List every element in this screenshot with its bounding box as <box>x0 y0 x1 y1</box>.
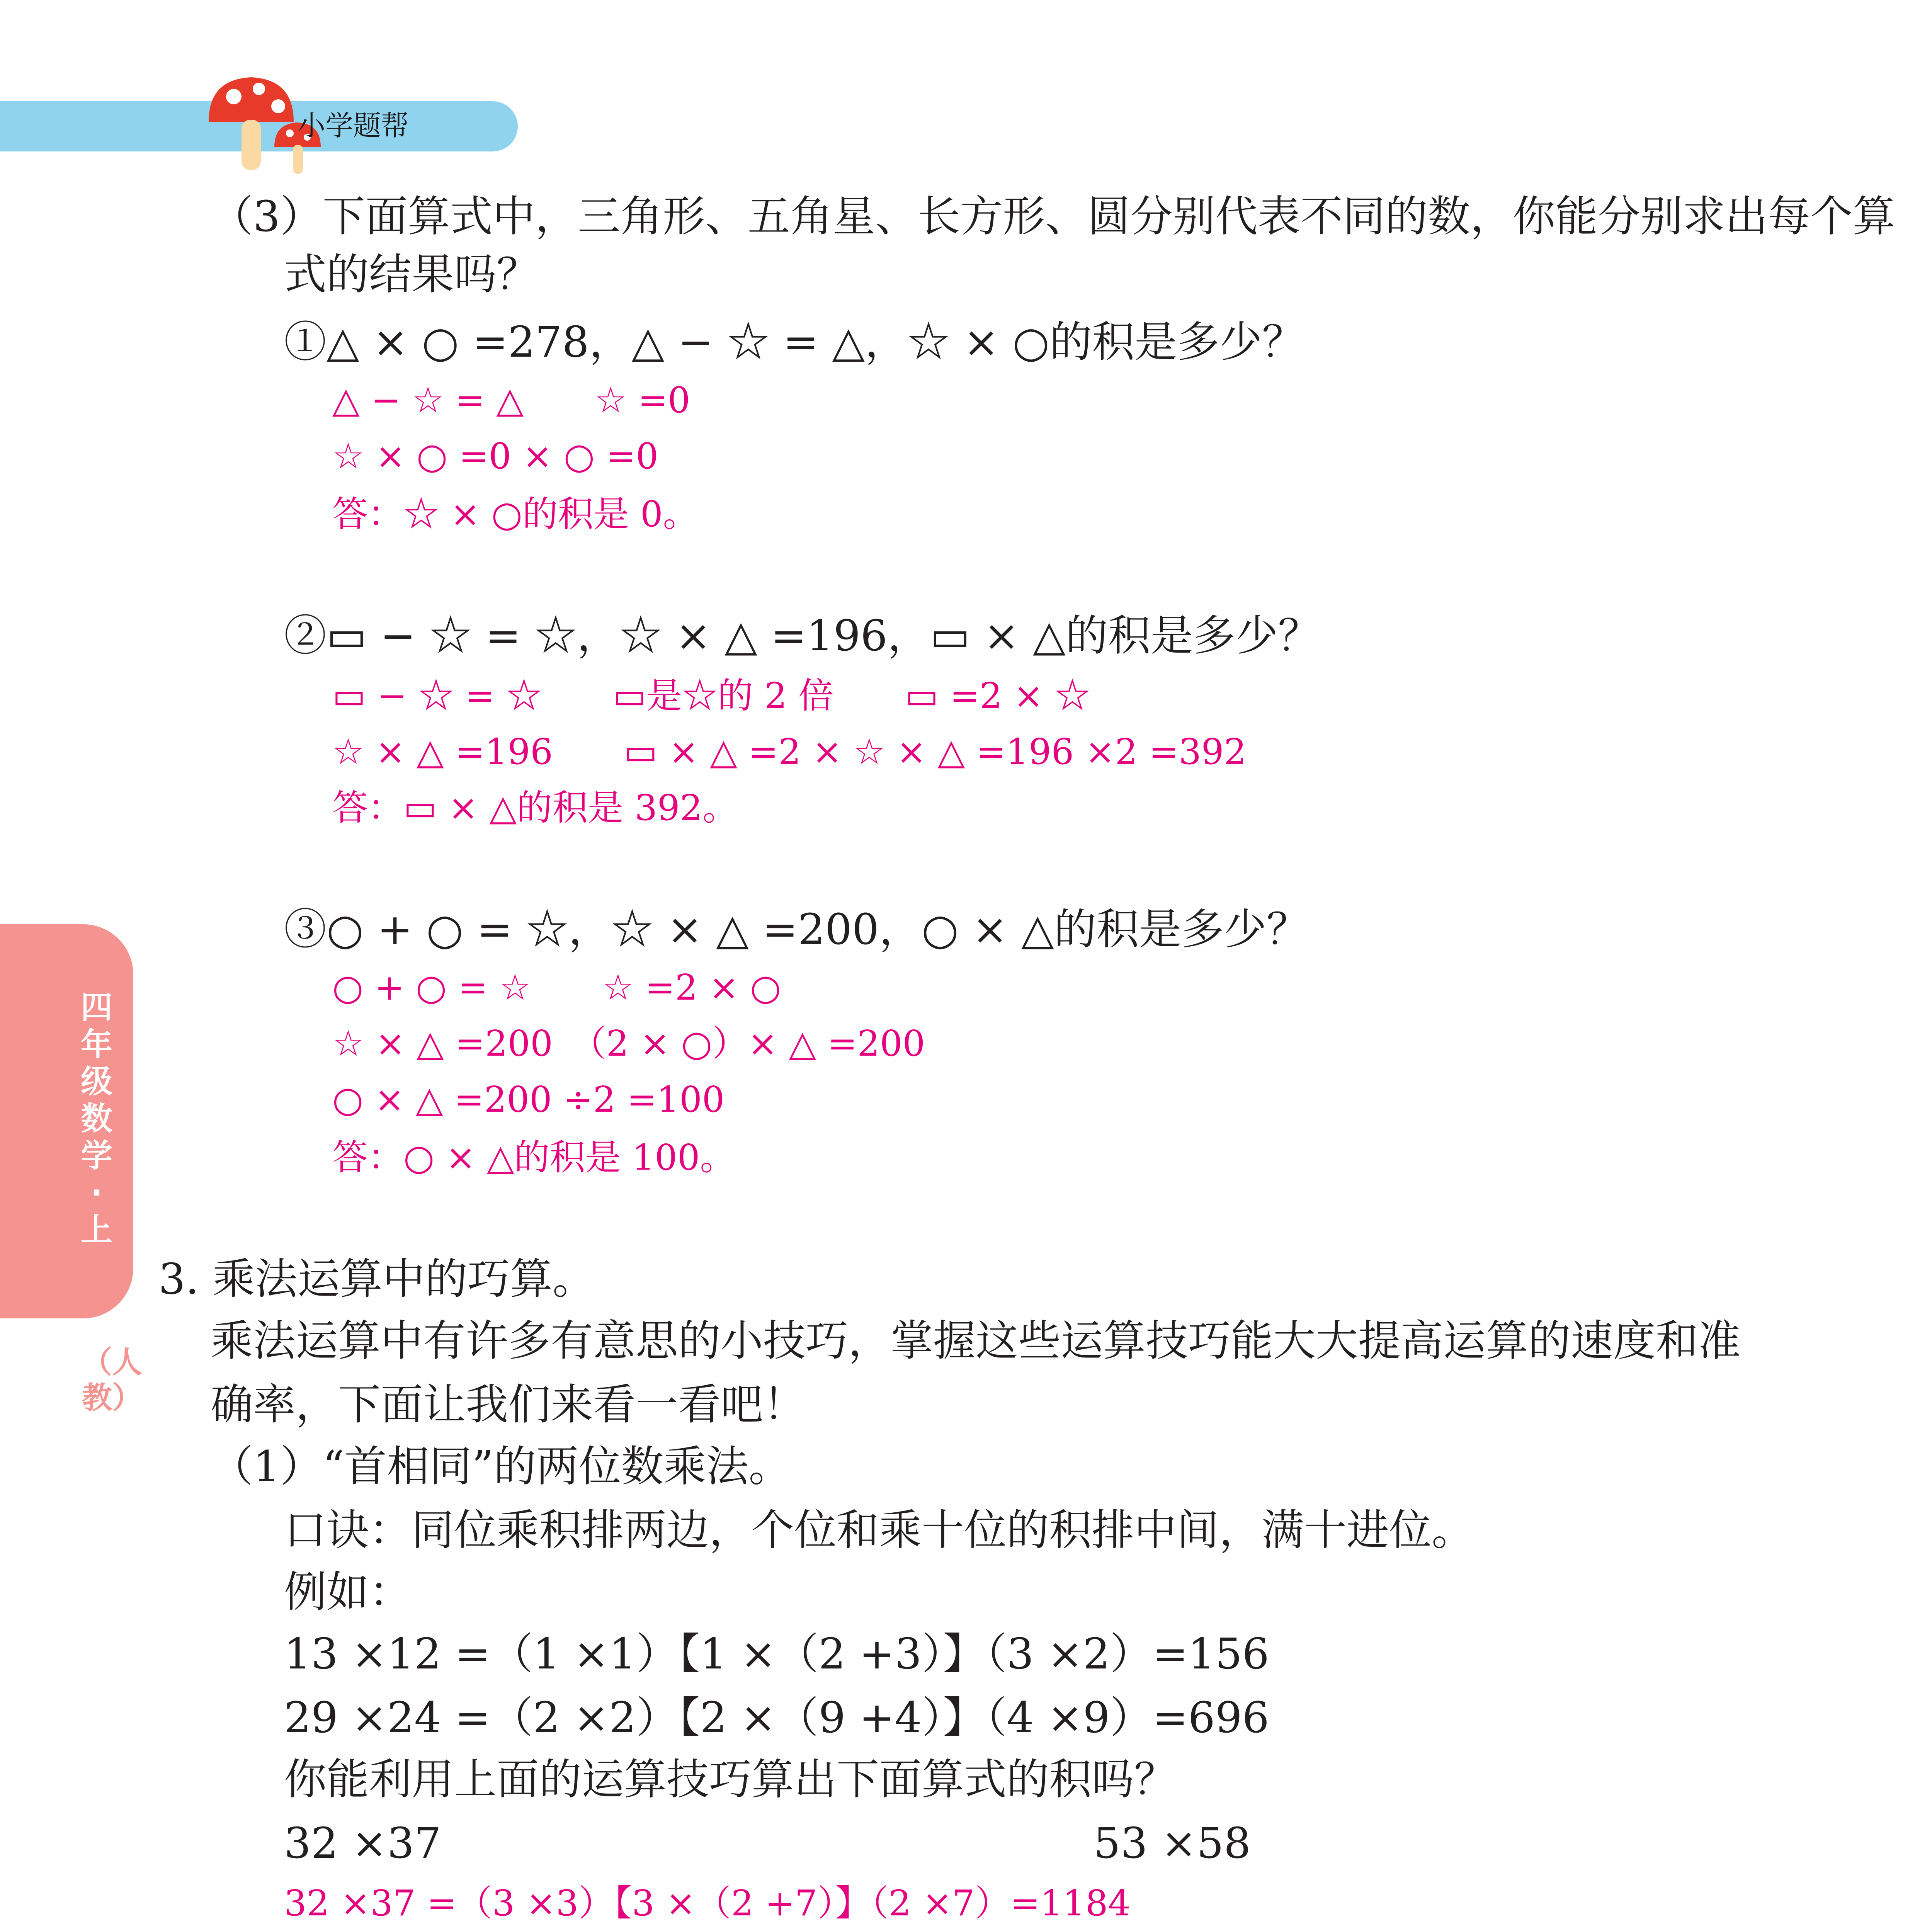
sub1-rule: 口诀：同位乘积排两边，个位和乘十位的积排中间，满十进位。 <box>284 1505 1474 1555</box>
answer-2-line3: 答：▭ × △的积是 392。 <box>332 787 738 828</box>
answer-3-line2: ☆ × △ =200 （2 × ○）× △ =200 <box>332 1023 925 1064</box>
section3-desc-line1: 乘法运算中有许多有意思的小技巧，掌握这些运算技巧能大大提高运算的速度和准 <box>211 1316 1741 1366</box>
answer-3-line1: ○ + ○ = ☆ ☆ =2 × ○ <box>332 967 781 1008</box>
answer-2-line2: ☆ × △ =196 ▭ × △ =2 × ☆ × △ =196 ×2 =392 <box>332 731 1247 772</box>
section3-desc-line2: 确率，下面让我们来看一看吧！ <box>211 1380 806 1429</box>
brand-title: 小学题帮 <box>298 109 409 142</box>
edition-label: （人教） <box>82 1345 143 1415</box>
part3-intro-line1: （3）下面算式中，三角形、五角星、长方形、圆分别代表不同的数，你能分别求出每个算 <box>211 192 1895 241</box>
sub1-exercise-2: 53 ×58 <box>1094 1818 1251 1868</box>
answer-3-line4: 答：○ × △的积是 100。 <box>332 1137 736 1178</box>
answer-2-line1: ▭ − ☆ = ☆ ▭是☆的 2 倍 ▭ =2 × ☆ <box>332 675 1090 716</box>
sub1-example-label: 例如： <box>284 1567 412 1617</box>
section3-title: 3. 乘法运算中的巧算。 <box>158 1254 595 1304</box>
question-2: ②▭ − ☆ = ☆，☆ × △ =196，▭ × △的积是多少？ <box>284 611 1321 660</box>
sub1-example-2: 29 ×24 =（2 ×2）【2 ×（9 +4）】（4 ×9）=696 <box>284 1693 1269 1742</box>
question-1: ①△ × ○ =278，△ − ☆ = △，☆ × ○的积是多少？ <box>284 317 1305 367</box>
sub1-exercise-1: 32 ×37 <box>284 1818 442 1868</box>
grade-label: 四年级数学·上 <box>80 989 112 1248</box>
sub1-title: （1）“首相同”的两位数乘法。 <box>211 1442 791 1491</box>
answer-1-line1: △ − ☆ = △ ☆ =0 <box>332 379 690 421</box>
sub1-example-1: 13 ×12 =（1 ×1）【1 ×（2 +3）】（3 ×2）=156 <box>284 1629 1269 1679</box>
answer-1-line2: ☆ × ○ =0 × ○ =0 <box>332 435 658 477</box>
sub1-answer-1: 32 ×37 =（3 ×3）【3 ×（2 +7）】（2 ×7）=1184 <box>284 1883 1131 1924</box>
part3-intro-line2: 式的结果吗？ <box>284 250 539 299</box>
question-3: ③○ + ○ = ☆，☆ × △ =200，○ × △的积是多少？ <box>284 905 1309 954</box>
answer-1-line3: 答：☆ × ○的积是 0。 <box>332 493 699 535</box>
sub1-prompt: 你能利用上面的运算技巧算出下面算式的积吗？ <box>284 1755 1177 1804</box>
answer-3-line3: ○ × △ =200 ÷2 =100 <box>332 1079 725 1120</box>
